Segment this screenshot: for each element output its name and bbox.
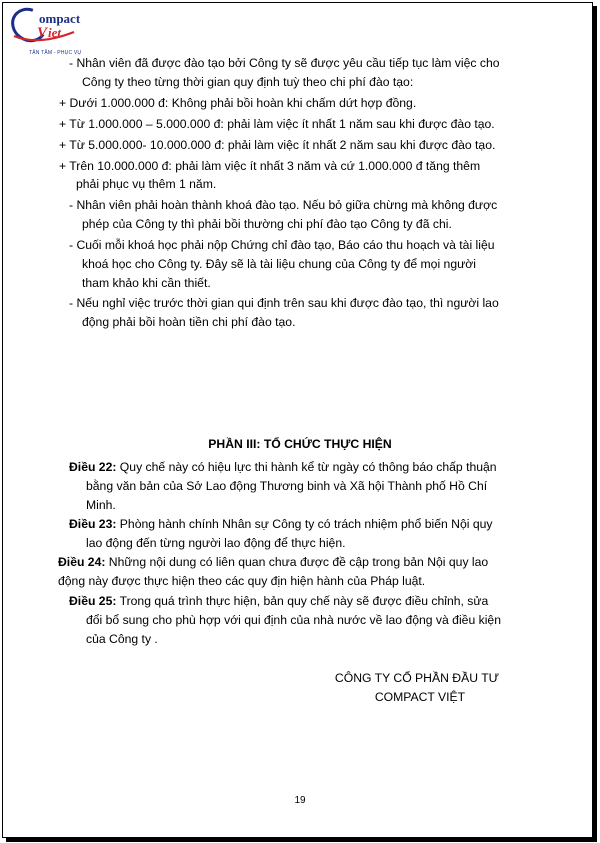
training-item2-line2: phép của Công ty thì phải bồi thường chi phí đào tạo Công ty đã chi.: [82, 217, 452, 231]
page-shadow-bottom: [6, 838, 597, 842]
article-24-line1: Điều 24: Những nội dung có liên quan chưa được đề cập trong bản Nội quy lao: [58, 555, 489, 569]
training-item3-line1: - Cuối mỗi khoá học phải nộp Chứng chỉ đào tạo, Báo cáo thu hoạch và tài liệu: [69, 238, 495, 252]
training-item4-line1: - Nếu nghỉ việc trước thời gian qui định trên sau khi được đào tạo, thì người lao: [69, 296, 499, 310]
training-item1-line1: - Nhân viên đã được đào tạo bởi Công ty sẽ được yêu cầu tiếp tục làm việc cho: [69, 56, 500, 70]
training-plus2: + Từ 1.000.000 – 5.000.000 đ: phải làm việc ít nhất 1 năm sau khi được đào tạo.: [59, 117, 495, 131]
training-item3-line3: tham khảo khi cần thiết.: [82, 276, 211, 290]
logo-brand-line2: iet: [48, 25, 61, 40]
company-logo: [8, 6, 98, 58]
logo-brand-line1: ompact: [39, 11, 81, 26]
article-22-line1: Điều 22: Quy chế này có hiệu lực thi hành kể từ ngày có thông báo chấp thuận: [69, 460, 497, 474]
training-plus3: + Từ 5.000.000- 10.000.000 đ: phải làm việc ít nhất 2 năm sau khi được đào tạo.: [59, 138, 496, 152]
article-24-line2: động này được thực hiện theo các quy địn hiện hành của Pháp luật.: [58, 574, 426, 588]
training-item1-line2: Công ty theo từng thời gian quy định tuỳ theo chi phí đào tạo:: [82, 75, 414, 89]
training-item3-line2: khoá học cho Công ty. Đây sẽ là tài liệu chung của Công ty để mọi người: [82, 257, 476, 271]
page-number: 19: [294, 795, 306, 806]
article-23-line2: lao động đến từng người lao động để thực hiện.: [86, 536, 346, 550]
article-22-line2: bằng văn bản của Sở Lao động Thương binh và Xã hội Thành phố Hồ Chí: [86, 479, 488, 493]
article-24-label: Điều 24:: [58, 555, 106, 569]
article-22-line3: Minh.: [86, 498, 116, 512]
training-item4-line2: động phải bồi hoàn tiền chi phí đào tạo.: [82, 315, 296, 329]
training-plus1: + Dưới 1.000.000 đ: Không phải bồi hoàn khi chấm dứt hợp đồng.: [59, 96, 417, 110]
training-item2-line1: - Nhân viên phải hoàn thành khoá đào tạo. Nếu bỏ giữa chừng mà không được: [69, 198, 498, 212]
article-22-label: Điều 22:: [69, 460, 117, 474]
svg-text:V: V: [37, 25, 48, 41]
training-plus4-line1: + Trên 10.000.000 đ: phải làm việc ít nhất 3 năm và cứ 1.000.000 đ tăng thêm: [59, 159, 481, 173]
article-25-line3: của Công ty .: [86, 632, 158, 646]
signature-line2: COMPACT VIỆT: [374, 690, 466, 704]
training-plus4-line2: phải phục vụ thêm 1 năm.: [76, 177, 217, 191]
section-title: PHẦN III: TỔ CHỨC THỰC HIỆN: [208, 437, 392, 451]
article-25-line2: đổi bổ sung cho phù hợp với qui định của nhà nước về lao động và điều kiện: [86, 613, 501, 627]
page-shadow-right: [593, 6, 597, 842]
article-23-label: Điều 23:: [69, 517, 117, 531]
article-25-label: Điều 25:: [69, 594, 117, 608]
article-25-line1: Điều 25: Trong quá trình thực hiện, bản quy chế này sẽ được điều chỉnh, sửa: [69, 594, 489, 608]
article-23-line1: Điều 23: Phòng hành chính Nhân sự Công ty có trách nhiệm phổ biến Nội quy: [69, 517, 493, 531]
signature-line1: CÔNG TY CỔ PHẦN ĐẦU TƯ: [334, 671, 500, 685]
logo-tagline: TẬN TÂM - PHỤC VỤ: [29, 50, 82, 56]
